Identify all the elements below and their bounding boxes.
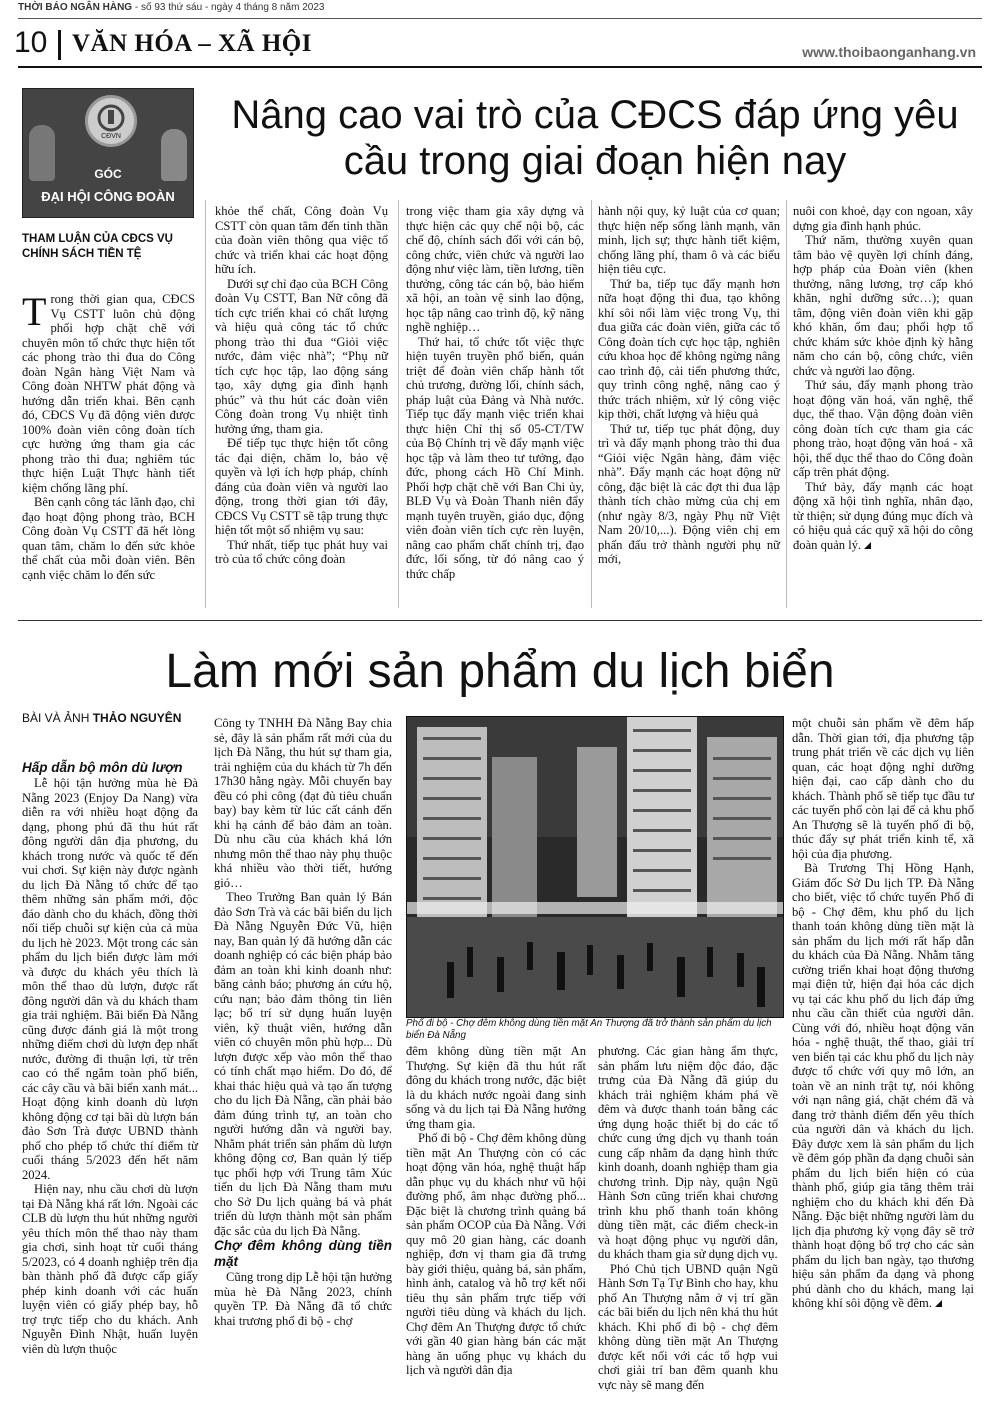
article1-column-1 bbox=[22, 289, 195, 582]
paragraph: Dưới sự chỉ đạo của BCH Công đoàn Vụ CSTT, Ban Nữ công đã tích cực triển khai có chất lượng và hiệu quả công tác tổ chức phong trào thi đua “Giỏi việc nước, đảm việc nhà”; “Phụ nữ tích cực học tập, lao động sáng tạo, xây dựng gia đình hạnh phúc” và thu hút các đoàn viên Công đoàn trong Vụ nhiệt tình hưởng ứng, tham gia. bbox=[215, 276, 388, 436]
article1-column-2 bbox=[215, 204, 388, 567]
article2-title: Làm mới sản phẩm du lịch biển bbox=[165, 645, 835, 698]
night-street-image bbox=[407, 717, 783, 1017]
article2-column-3 bbox=[406, 1044, 586, 1378]
union-congress-badge bbox=[22, 88, 194, 218]
page-number: 10 bbox=[14, 26, 48, 59]
website-link[interactable]: www.thoibaonganhang.vn bbox=[802, 44, 976, 60]
logo-text: CĐVN bbox=[101, 133, 121, 140]
header-rule bbox=[18, 66, 982, 68]
paragraph: khỏe thể chất, Công đoàn Vụ CSTT còn quan tâm đến tinh thần của đoàn viên thông qua việc tổ chức và triển khai các hoạt động hữu ích. bbox=[215, 204, 388, 276]
paragraph: nuôi con khoẻ, dạy con ngoan, xây dựng gia đình hạnh phúc. bbox=[793, 204, 973, 233]
byline-author: THẢO NGUYÊN bbox=[92, 711, 182, 725]
end-mark-icon bbox=[864, 542, 871, 549]
section-title: VĂN HÓA – XÃ HỘI bbox=[72, 30, 312, 57]
article1-column-3 bbox=[406, 204, 584, 581]
paragraph bbox=[22, 289, 195, 495]
badge-line2: ĐẠI HỘI CÔNG ĐOÀN bbox=[41, 189, 175, 204]
paragraph bbox=[793, 480, 973, 553]
badge-line1: GÓC bbox=[94, 167, 122, 181]
paragraph: Thứ sáu, đẩy mạnh phong trào hoạt động văn hoá, văn nghệ, thể dục, thể thao. Vận động đoàn viên công đoàn tích cực tham gia các phong trào, hoạt động văn hoá - xã hội, thể dục thể thao do Công đoàn cấp trên phát động. bbox=[793, 378, 973, 479]
column-divider bbox=[205, 200, 206, 608]
paragraph: trong việc tham gia xây dựng và thực hiện các quy chế nội bộ, các chế độ, chính sách đối với cán bộ, công chức, viên chức và người lao động như việc làm, tiền lương, tiền thưởng, công tác cán bộ, bảo hiểm xã hội, an toàn vệ sinh lao động, học tập nâng cao trình độ, kỹ năng nghề nghiệp… bbox=[406, 204, 584, 334]
masthead bbox=[18, 2, 324, 13]
night-market-photo bbox=[406, 716, 784, 1018]
header-divider bbox=[58, 30, 61, 60]
paragraph: Để tiếp tục thực hiện tốt công tác đại diện, chăm lo, bảo vệ quyền và lợi ích hợp pháp, chính đáng của đoàn viên và người lao động, trong thời gian tới đây, CĐCS Vụ CSTT sẽ tập trung thực hiện tốt một số nhiệm vụ sau: bbox=[215, 436, 388, 537]
paragraph: Phó Chủ tịch UBND quận Ngũ Hành Sơn Tạ Tự Bình cho hay, khu phố An Thượng nằm ở vị trí gần các bãi biển du lịch nên khá thu hút khách. Khi phố đi bộ - chợ đêm không dùng tiền mặt An Thượng được kết nối với các tổ hợp vui chơi giải trí ban đêm quanh khu vực này sẽ mang đến bbox=[598, 1261, 778, 1392]
paragraph: một chuỗi sản phẩm về đêm hấp dẫn. Thời gian tới, địa phương tập trung phát triển về các dịch vụ liên quan, các hoạt động nghỉ dưỡng hiện đại, cao cấp dành cho du khách. Thành phố sẽ tiếp tục đầu tư các tuyến phố còn lại để cả khu phố An Thượng sẽ là tuyến phố đi bộ, thúc đẩy sự phát triển kinh tế, xã hội của địa phương. bbox=[792, 716, 974, 861]
paragraph: Lễ hội tận hưởng mùa hè Đà Nẵng 2023 (Enjoy Da Nang) vừa diễn ra với nhiều hoạt động đa dạng, phong phú đã thu hút rất đông người dân địa phương, du khách trong nước và quốc tế đến vui chơi. Sự kiện này được ngành du lịch Đà Nẵng tổ chức để tạo thêm những sản phẩm mới, độc đáo dành cho du khách, đồng thời nối tiếp chuỗi sự kiện của cả mùa du lịch hè 2023. Một trong các sản phẩm du lịch biển được làm mới và được du khách yêu thích là môn thể thao dù lượn, được rất đông người dân và du khách tham gia trải nghiệm. Bãi biển Đà Nẵng cũng được đánh giá là một trong những điểm chơi dù lượn đẹp nhất nước, đường đi thuận lợi, từ trên cao có thể ngắm toàn phố biển, các cây cầu và bãi biển xanh mát... Hoạt động kinh doanh dù lượn không động cơ tại bãi dù lượn bán đảo Sơn Trà được UBND thành phố cho phép tổ chức thí điểm từ cuối tháng 5/2023 đến hết năm 2024. bbox=[22, 776, 198, 1182]
column-divider bbox=[591, 200, 592, 608]
paragraph: Cũng trong dịp Lễ hội tận hưởng mùa hè Đà Nẵng 2023, chính quyền TP. Đà Nẵng đã tổ chức khai trương phố đi bộ - chợ bbox=[214, 1270, 392, 1328]
paragraph: phương. Các gian hàng ẩm thực, sản phẩm lưu niệm độc đáo, đặc trưng của Đà Nẵng đã giúp du khách trải nghiệm khám phá về đêm và được thanh toán bằng các ứng dụng hoặc thiết bị do các tổ chức cung ứng dịch vụ thanh toán cung cấp nhằm đa dạng hình thức kinh doanh, doanh nghiệp tham gia chương trình. Dịp này, quận Ngũ Hành Sơn cũng triển khai chương trình khu phố thanh toán không dùng tiền mặt, các điểm check-in và hoạt động phục vụ người dân, du khách tham gia sử dụng dịch vụ. bbox=[598, 1044, 778, 1261]
paragraph: Thứ hai, tổ chức tốt việc thực hiện tuyên truyền phổ biến, quán triệt để đoàn viên chấp hành tốt chủ trương, đường lối, chính sách, pháp luật của Đảng và Nhà nước. Tiếp tục đẩy mạnh việc triển khai thực hiện Chỉ thị số 05-CT/TW của Bộ Chính trị về đẩy mạnh việc học tập và làm theo tư tưởng, đạo đức, phong cách Hồ Chí Minh. Phối hợp chặt chẽ với Ban Chi ủy, BLĐ Vụ và Đoàn Thanh niên đẩy mạnh tuyên truyền, giáo dục, động viên đoàn viên tích cực rèn luyện, nâng cao phẩm chất chính trị, đạo đức, lối sống, từ đó nâng cao ý thức chấp bbox=[406, 334, 584, 581]
subheading: Chợ đêm không dùng tiền mặt bbox=[214, 1238, 392, 1269]
column-divider bbox=[786, 200, 787, 608]
paragraph: hành nội quy, kỷ luật của cơ quan; thực hiện nếp sống lành mạnh, văn minh, lịch sự; thực hành tiết kiệm, chống lãng phí, tham ô và các biểu hiện tiêu cực. bbox=[598, 204, 780, 276]
paragraph: Thứ tư, tiếp tục phát động, duy trì và đẩy mạnh phong trào thi đua “Giỏi việc Ngân hàng, đảm việc nhà”. Đẩy mạnh các hoạt động nữ công, đặc biệt là các đợt thi đua lập thành tích chào mừng của chị em (như ngày 8/3, ngày Phụ nữ Việt Nam 20/10,...). Động viên chị em phấn đấu trở thành người phụ nữ mới, bbox=[598, 421, 780, 566]
article2-column-5 bbox=[792, 716, 974, 1311]
byline-prefix: BÀI VÀ ẢNH bbox=[22, 711, 90, 725]
article-separator bbox=[18, 620, 982, 621]
paper-name: THỜI BÁO NGÂN HÀNG bbox=[18, 2, 133, 13]
column-divider bbox=[398, 200, 399, 608]
paragraph: Thứ nhất, tiếp tục phát huy vai trò của tổ chức công đoàn bbox=[215, 537, 388, 566]
paragraph: Công ty TNHH Đà Nẵng Bay chia sẻ, đây là sản phẩm rất mới của du lịch Đà Nẵng, thu hút sự tham gia, trải nghiệm của du khách từ 7h đến 17h30 hằng ngày. Mỗi chuyến bay đều có phi công (đạt đủ tiêu chuẩn bay) bay kèm từ lúc cất cánh đến khi hạ cánh để bảo đảm an toàn. Dù nhu cầu của khách khá lớn nhưng môn thể thao này phụ thuộc khá nhiều vào thời tiết, hướng gió… bbox=[214, 716, 392, 890]
issue-info: - số 93 thứ sáu - ngày 4 tháng 8 năm 2023 bbox=[134, 2, 325, 13]
article1-column-5 bbox=[793, 204, 973, 552]
top-rule bbox=[18, 18, 982, 19]
photo-caption: Phố đi bộ - Chợ đêm không dùng tiền mặt An Thượng đã trở thành sản phẩm du lịch biển Đà Nẵng bbox=[406, 1018, 772, 1041]
drop-cap: T bbox=[22, 289, 47, 334]
paragraph: Thứ năm, thường xuyên quan tâm bảo vệ quyền lợi chính đáng, hợp pháp của Đoàn viên (khen thưởng, nâng lương, trợ cấp khó khăn, nghỉ dưỡng sức…); quan tâm, động viên đoàn viên khi gặp khó khăn, ốm đau; phối hợp tổ chức khám sức khỏe định kỳ hằng năm cho cán bộ, công chức, viên chức và người lao động. bbox=[793, 233, 973, 378]
paragraph bbox=[792, 861, 974, 1311]
paragraph: Hiện nay, nhu cầu chơi dù lượn tại Đà Nẵng khá rất lớn. Ngoài các CLB dù lượn thu hút những người yêu thích môn thể thao này tham gia chơi, sinh hoạt từ cuối tháng 5/2023, có 4 doanh nghiệp trên địa bàn thành phố đã được cấp giấy phép kinh doanh với các huấn luyện viên có giấy phép bay, hỗ trợ trực tiếp cho du khách. Anh Nguyễn Đình Nhật, huấn luyện viên dù lượn thuộc bbox=[22, 1182, 198, 1356]
article2-column-4 bbox=[598, 1044, 778, 1392]
paragraph-text: Thứ bảy, đẩy mạnh các hoạt động xã hội tình nghĩa, nhân đạo, từ thiện; sử dụng đúng mục đích và có hiệu quả các quỹ xã hội do công đoàn quản lý. bbox=[793, 479, 973, 552]
paragraph: Phố đi bộ - Chợ đêm không dùng tiền mặt An Thượng còn có các hoạt động văn hóa, nghệ thuật hấp dẫn phục vụ du khách như vũ hội đường phố, âm nhạc đường phố... Đặc biệt là chương trình quảng bá sản phẩm OCOP của Đà Nẵng. Với quy mô 20 gian hàng, các doanh nghiệp, đơn vị tham gia đã trưng bày giới thiệu, quảng bá, sản phẩm, hình ảnh, catalog và hỗ trợ kết nối tiêu thụ sản phẩm trực tiếp với người tiêu dùng và khách du lịch. Chợ đêm An Thượng được tổ chức với gần 40 gian hàng bán các mặt hàng ăn uống phục vụ khách du lịch và người dân địa bbox=[406, 1131, 586, 1377]
paragraph: Bên cạnh công tác lãnh đạo, chỉ đạo hoạt động phong trào, BCH Công đoàn Vụ CSTT đã hết lòng quan tâm, chăm lo đến sức khỏe thể chất của mỗi đoàn viên. Bên cạnh việc chăm lo đến sức bbox=[22, 495, 195, 582]
end-mark-icon bbox=[935, 1300, 942, 1307]
article1-title: Nâng cao vai trò của CĐCS đáp ứng yêu cầu trong giai đoạn hiện nay bbox=[231, 93, 959, 183]
union-logo-icon bbox=[85, 95, 137, 147]
paragraph: Theo Trưởng Ban quản lý Bán đảo Sơn Trà và các bãi biển du lịch Đà Nẵng Nguyễn Đức Vũ, hiện nay, Ban quản lý đã hướng dẫn các doanh nghiệp có các biện pháp bảo đảm an toàn khi kinh doanh như: băng cảnh báo; phương án cứu hộ, cứu nạn; bảo đảm thông tin liên lạc; bố trí sử dụng huấn luyện viên, kỹ thuật viên, hướng dẫn viên có chuyên môn phù hợp... Dù lượn được xếp vào môn thể thao có tính chất mạo hiểm. Do đó, để khai thác hiệu quả và tạo ấn tượng cho du lịch Đà Nẵng, cần phải bảo đảm đúng trình tự, an toàn cho người hướng dẫn và người bay. Nhằm phát triển sản phẩm dù lượn không động cơ, Ban quản lý tiếp tục phối hợp với Trung tâm Xúc tiến du lịch Đà Nẵng tham mưu cho Sở Du lịch quảng bá và phát triển dù lượn thành một sản phẩm đặc sắc của du lịch Đà Nẵng. bbox=[214, 890, 392, 1238]
paragraph: đêm không dùng tiền mặt An Thượng. Sự kiện đã thu hút rất đông du khách trong nước, đặc biệt là du khách nước ngoài đang sinh sống và du lịch tại Đà Nẵng hưởng ứng tham gia. bbox=[406, 1044, 586, 1131]
subheading: Hấp dẫn bộ môn dù lượn bbox=[22, 760, 183, 775]
article1-byline: THAM LUẬN CỦA CĐCS VỤ CHÍNH SÁCH TIỀN TỆ bbox=[22, 233, 173, 260]
article2-column-2 bbox=[214, 716, 392, 1328]
union-logo-gear-icon bbox=[88, 98, 134, 144]
paragraph: Thứ ba, tiếp tục đẩy mạnh hơn nữa hoạt động thi đua, tạo không khí sôi nổi làm việc trong Vụ, thi đua giữa các đoàn viên, giữa các tổ Công đoàn tích cực học tập, nghiên cứu khoa học để không ngừng nâng cao trình độ, cải tiến phương thức, quy trình công nghệ, nâng cao ý thức trách nhiệm, xử lý công việc kịp thời, chất lượng và hiệu quả bbox=[598, 276, 780, 421]
paragraph-text: rong thời gian qua, CĐCS Vụ CSTT luôn chủ động phối hợp chặt chẽ với chuyên môn tổ chức thực hiện tốt các phong trào thi đua do Công đoàn Ngân hàng Việt Nam và Công đoàn NHTW phát động và hướng dẫn triển khai. Bên cạnh đó, CĐCS Vụ đã động viên được 100% đoàn viên công đoàn tích cực hưởng ứng tham gia các phong trào thi đua; nghiêm túc thực hiện Luật Thực hành tiết kiệm chống lãng phí. bbox=[22, 292, 195, 495]
article2-column-1 bbox=[22, 760, 198, 1356]
paragraph-text: Bà Trương Thị Hồng Hạnh, Giám đốc Sở Du lịch TP. Đà Nẵng cho biết, việc tổ chức tuyến Phố đi bộ - Chợ đêm, khu phố du lịch thanh toán không dùng tiền mặt là sản phẩm du lịch mới rất hấp dẫn du khách của Đà Nẵng. Nhằm tăng cường triển khai hoạt động thương mại điện tử, hiện đại hóa các dịch vụ tại các khu phố du lịch đáp ứng nhu cầu cần thiết của người dân. Cùng với đó, nhiều hoạt động văn hóa - nghệ thuật, thể thao, giải trí ven biển tại các khu phố du lịch này được tổ chức với quy mô lớn, an toàn về an ninh trật tự, nói không với nạn nâng giá, chặt chém đã và đang trở thành điểm đến yêu thích của người dân và khách du lịch. Đây được xem là sản phẩm du lịch về đêm góp phần đa dạng chuỗi sản phẩm du lịch biển hiện có của thành phố, giúp gia tăng thêm trải nghiệm cho du khách khi đến Đà Nẵng. Đặc biệt những người làm du lịch địa phương kỳ vọng đây sẽ trở thành hoạt động bổ trợ cho các sản phẩm du lịch ban ngày, tạo thương hiệu sản phẩm đa dạng và phong phú dành cho du khách, mang lại không khí sôi động về đêm. bbox=[792, 861, 974, 1310]
article2-byline bbox=[22, 711, 181, 725]
article1-column-4 bbox=[598, 204, 780, 567]
